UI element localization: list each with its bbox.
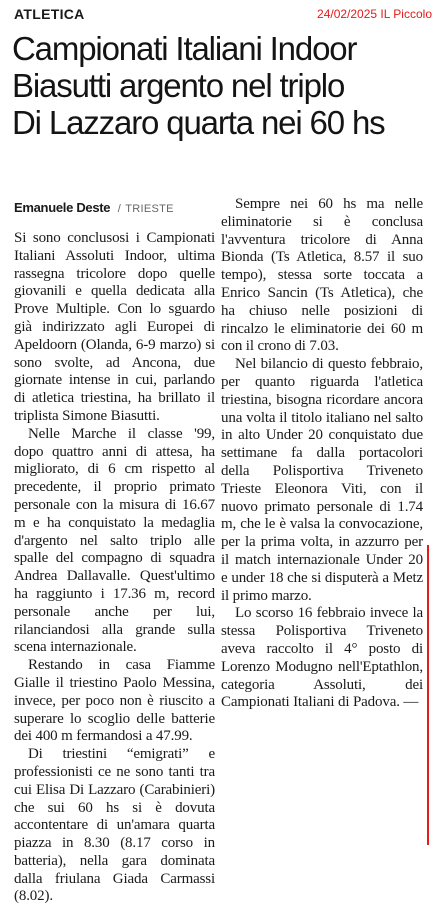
- article-paragraph: Restando in casa Fiamme Gialle il triestino Paolo Messina, invece, per poco non è riuscito a superare lo scoglio delle batterie dei 400 m fermandosi a 47.99.: [14, 657, 215, 745]
- article-column-right: [221, 196, 423, 712]
- article-paragraph: Lo scorso 16 febbraio invece la stessa Polisportiva Triveneto aveva raccolto il 4° posto di Lorenzo Modugno nell'Eptathlon, categoria Assoluti, dei Campionati Italiani di Padova. —: [221, 605, 423, 711]
- headline: [12, 30, 437, 141]
- article-paragraph: Nelle Marche il classe '99, dopo quattro anni di attesa, ha migliorato, di 6 cm rispetto al precedente, il proprio primato personale con la misura di 16.67 m e ha conquistato la medaglia d'argento nel salto triplo alle spalle del compagno di squadra Andrea Dallavalle. Quest'ultimo ha raggiunto i 17.36 m, record personale anche per lui, rilanciandosi alla grande sulla scena internazionale.: [14, 425, 215, 656]
- article-paragraph: Di triestini “emigrati” e professionisti ce ne sono tanti tra cui Elisa Di Lazzaro (Carabinieri) che sui 60 hs si è dovuta accontentare di un'amara quarta piazza in 8.30 (8.17 corso in batteria), nella gara dominata dalla friulana Giada Carmassi (8.02).: [14, 746, 215, 905]
- article-paragraph: Sempre nei 60 hs ma nelle eliminatorie si è conclusa l'avventura tricolore di Anna Bionda (Ts Atletica, 8.57 il suo tempo), stessa sorte toccata a Enrico Sancin (Ts Atletica), che ha chiuso nelle posizioni di rincalzo le eliminatorie dei 60 m con il crono di 7.03.: [221, 196, 423, 355]
- article-paragraph: Si sono conclusosi i Campionati Italiani Assoluti Indoor, ultima rassegna tricolore dopo quelle giovanili e quella dedicata alla Prove Multiple. Con lo sguardo già indirizzato agli Europei di Apeldoorn (Olanda, 6-9 marzo) si sono svolte, ad Ancona, due giornate intense in cui, parlando di atletica triestina, ha brillato il triplista Simone Biasutti.: [14, 230, 215, 424]
- headline-line: Biasutti argento nel triplo: [12, 67, 345, 104]
- headline-line: Campionati Italiani Indoor: [12, 30, 357, 67]
- article-column-left: [14, 230, 215, 906]
- headline-line: Di Lazzaro quarta nei 60 hs: [12, 104, 385, 141]
- byline-author: Emanuele Deste: [14, 200, 111, 215]
- byline: [14, 199, 174, 217]
- source-date-stamp: 24/02/2025 IL Piccolo: [317, 7, 432, 21]
- highlight-margin-rule: [427, 545, 429, 845]
- byline-separator: /: [117, 203, 121, 215]
- article-paragraph: Nel bilancio di questo febbraio, per quanto riguarda l'atletica triestina, bisogna ricordare ancora una volta il titolo italiano nel salto in alto Under 20 conquistato due settimane fa dalla portacolori della Polisportiva Triveneto Trieste Eleonora Viti, con il nuovo primato personale di 1.74 m, che le è valsa la convocazione, per la prima volta, in azzurro per il match internazionale Under 20 e under 18 che si disputerà a Metz il primo marzo.: [221, 356, 423, 604]
- byline-place: TRIESTE: [125, 203, 174, 215]
- section-label: ATLETICA: [14, 6, 85, 22]
